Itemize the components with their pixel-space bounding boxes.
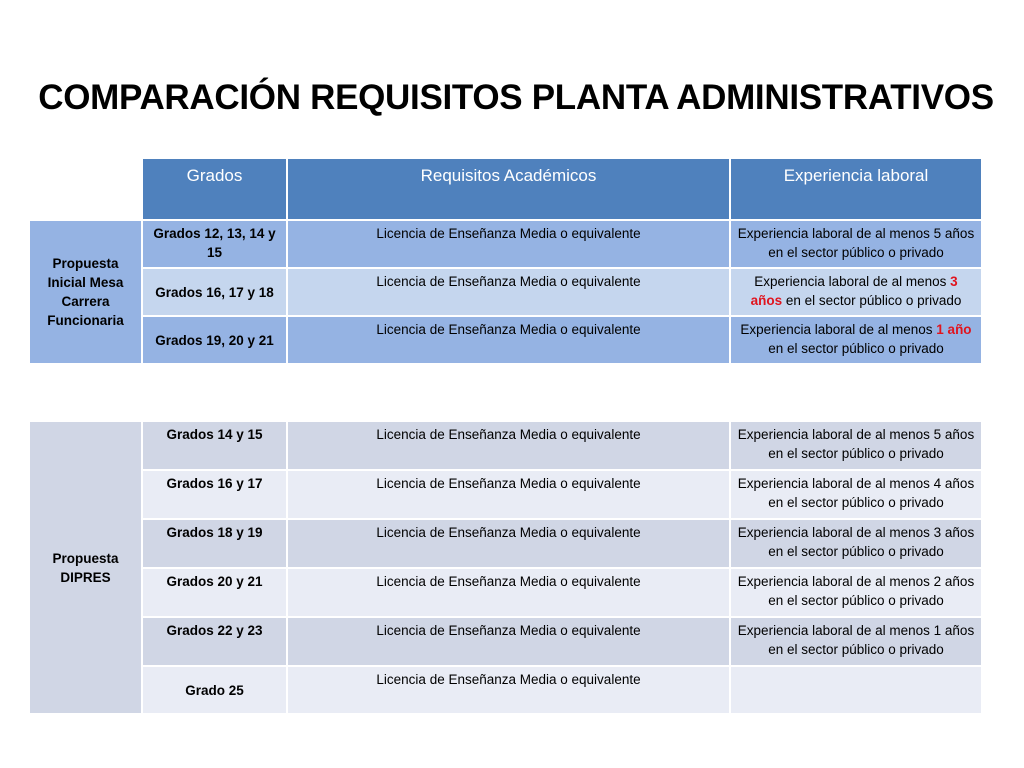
requisito-cell: Licencia de Enseñanza Media o equivalente <box>287 220 730 268</box>
group-label-mesa: Propuesta Inicial Mesa Carrera Funcionaria <box>29 220 142 364</box>
table-row <box>29 421 982 470</box>
header-experiencia: Experiencia laboral <box>730 158 982 220</box>
table-row <box>29 519 982 568</box>
header-requisitos: Requisitos Académicos <box>287 158 730 220</box>
requisito-cell: Licencia de Enseñanza Media o equivalente <box>287 470 730 519</box>
table-row <box>29 268 982 316</box>
experiencia-cell: Experiencia laboral de al menos 1 años en el sector público o privado <box>730 617 982 666</box>
experiencia-text-end: en el sector público o privado <box>782 293 962 308</box>
page-title: COMPARACIÓN REQUISITOS PLANTA ADMINISTRATIVOS <box>38 78 994 117</box>
requisito-cell: Licencia de Enseñanza Media o equivalente <box>287 666 730 714</box>
grados-cell: Grados 14 y 15 <box>142 421 287 470</box>
grados-cell: Grados 22 y 23 <box>142 617 287 666</box>
requisito-cell: Licencia de Enseñanza Media o equivalente <box>287 617 730 666</box>
experiencia-cell <box>730 268 982 316</box>
grados-cell: Grados 16 y 17 <box>142 470 287 519</box>
requisito-cell: Licencia de Enseñanza Media o equivalente <box>287 519 730 568</box>
table-header-row <box>29 158 982 220</box>
table-row <box>29 666 982 714</box>
experiencia-cell <box>730 220 982 268</box>
comparison-table-dipres <box>28 420 983 715</box>
experiencia-cell: Experiencia laboral de al menos 2 años en el sector público o privado <box>730 568 982 617</box>
experiencia-cell: Experiencia laboral de al menos 3 años en el sector público o privado <box>730 519 982 568</box>
grados-cell: Grados 16, 17 y 18 <box>142 268 287 316</box>
experiencia-cell <box>730 666 982 714</box>
grados-cell: Grados 12, 13, 14 y 15 <box>142 220 287 268</box>
requisito-cell: Licencia de Enseñanza Media o equivalente <box>287 316 730 364</box>
requisito-cell: Licencia de Enseñanza Media o equivalente <box>287 421 730 470</box>
experiencia-cell <box>730 316 982 364</box>
experiencia-text-end: en el sector público o privado <box>768 341 944 356</box>
experiencia-cell: Experiencia laboral de al menos 4 años en el sector público o privado <box>730 470 982 519</box>
comparison-table-mesa <box>28 157 983 365</box>
experiencia-highlight: 1 año <box>936 322 972 337</box>
grados-cell: Grados 18 y 19 <box>142 519 287 568</box>
header-empty-corner <box>29 158 142 220</box>
table-row <box>29 568 982 617</box>
grados-cell: Grados 20 y 21 <box>142 568 287 617</box>
requisito-cell: Licencia de Enseñanza Media o equivalente <box>287 568 730 617</box>
requisito-cell: Licencia de Enseñanza Media o equivalente <box>287 268 730 316</box>
table-row <box>29 470 982 519</box>
experiencia-text: Experiencia laboral de al menos <box>754 274 951 289</box>
group-label-dipres: Propuesta DIPRES <box>29 421 142 714</box>
experiencia-text: Experiencia laboral de al menos 5 años en el sector público o privado <box>737 226 975 260</box>
experiencia-cell: Experiencia laboral de al menos 5 años en el sector público o privado <box>730 421 982 470</box>
table-row <box>29 316 982 364</box>
table-row <box>29 220 982 268</box>
experiencia-highlight: 3 años <box>750 274 958 308</box>
grados-cell: Grados 19, 20 y 21 <box>142 316 287 364</box>
grados-cell: Grado 25 <box>142 666 287 714</box>
table-row <box>29 617 982 666</box>
experiencia-text: Experiencia laboral de al menos <box>740 322 937 337</box>
header-grados: Grados <box>142 158 287 220</box>
